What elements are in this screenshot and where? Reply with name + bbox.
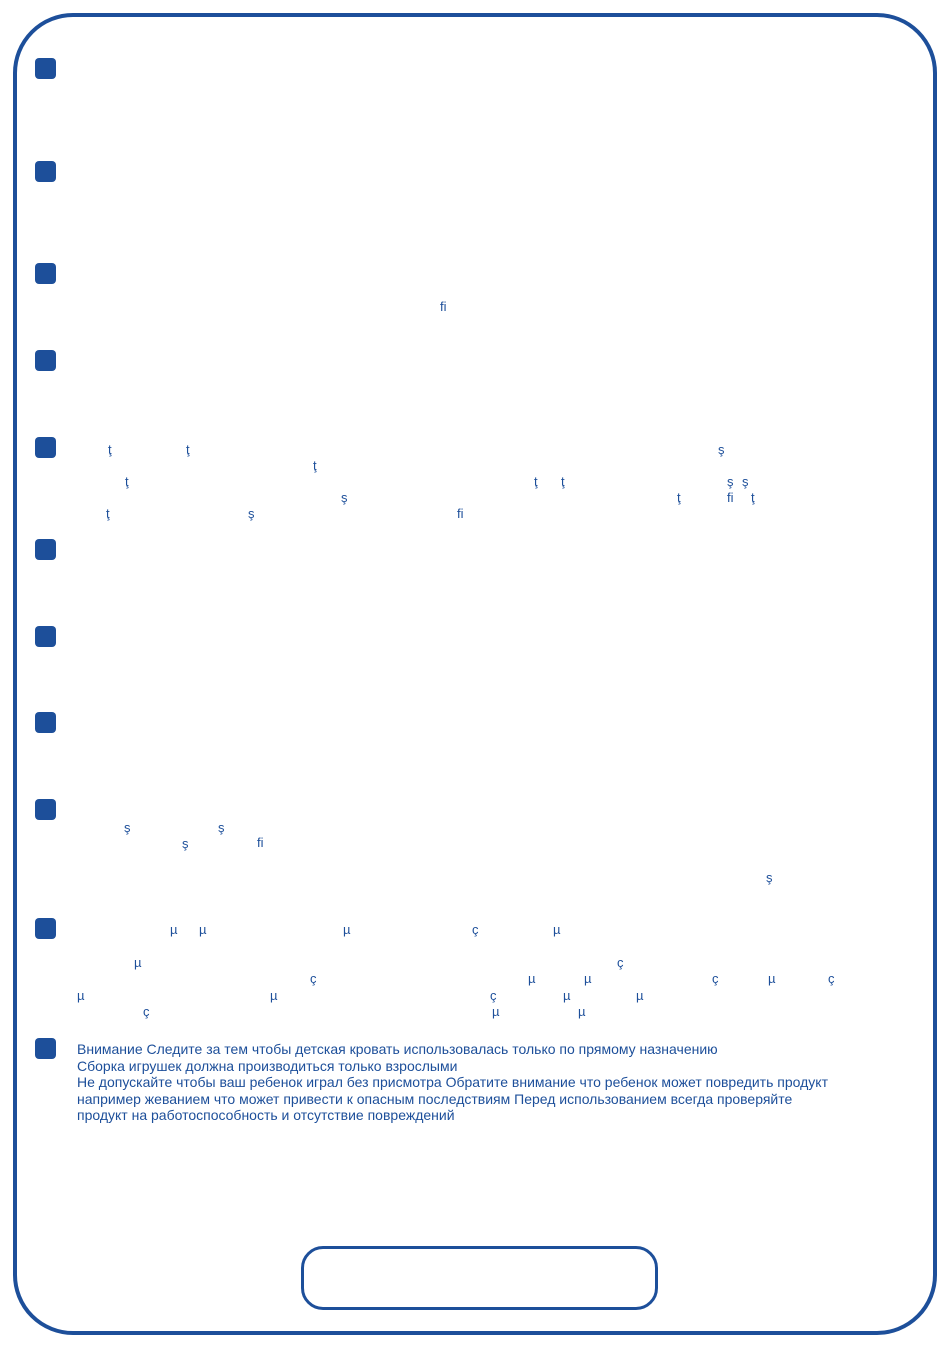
footer-label-box [301,1246,658,1310]
section-bullet-7 [35,626,56,647]
glyph-mu: µ [584,971,592,986]
glyph-c-cedilla: ç [712,971,719,986]
glyph-t-cedilla: ţ [108,442,112,457]
glyph-t-cedilla: ţ [186,442,190,457]
section-bullet-5 [35,437,56,458]
glyph-c-cedilla: ç [617,955,624,970]
glyph-c-cedilla: ç [490,988,497,1003]
section-bullet-6 [35,539,56,560]
glyph-s-cedilla: ş [124,820,131,835]
section-bullet-9 [35,799,56,820]
glyph-t-cedilla: ţ [677,490,681,505]
glyph-mu: µ [768,971,776,986]
section-bullet-3 [35,263,56,284]
glyph-s-cedilla: ş [727,474,734,489]
section-bullet-10 [35,918,56,939]
glyph-s-cedilla: ş [742,474,749,489]
glyph-mu: µ [77,988,85,1003]
section-bullet-8 [35,712,56,733]
glyph-mu: µ [199,922,207,937]
glyph-mu: µ [343,922,351,937]
glyph-fi: ﬁ [457,506,464,521]
glyph-fi: ﬁ [727,490,734,505]
warning-line-4: например жеванием что может привести к опасным последствиям Перед использованием всегда проверяйте [77,1090,793,1107]
glyph-c-cedilla: ç [143,1004,150,1019]
warning-line-5: продукт на работоспособность и отсутствие повреждений [77,1107,455,1123]
section-bullet-4 [35,350,56,371]
glyph-fi: ﬁ [257,835,264,850]
page-frame [13,13,937,1335]
warning-line-1: Внимание Следите за тем чтобы детская кровать использовалась только по прямому назначению [77,1041,718,1057]
glyph-mu: µ [170,922,178,937]
glyph-s-cedilla: ş [248,506,255,521]
warning-line-3: Не допускайте чтобы ваш ребенок играл без присмотра Обратите внимание что ребенок может повредить продукт [77,1074,828,1090]
glyph-c-cedilla: ç [472,922,479,937]
glyph-t-cedilla: ţ [125,474,129,489]
section-bullet-11 [35,1038,56,1059]
warning-line-2: Сборка игрушек должна производиться только взрослыми [77,1057,458,1074]
glyph-mu: µ [636,988,644,1003]
glyph-mu: µ [553,922,561,937]
glyph-mu: µ [528,971,536,986]
glyph-s-cedilla: ş [182,836,189,851]
glyph-t-cedilla: ţ [534,474,538,489]
glyph-c-cedilla: ç [828,971,835,986]
glyph-t-cedilla: ţ [106,506,110,521]
glyph-s-cedilla: ş [218,820,225,835]
glyph-t-cedilla: ţ [313,458,317,473]
glyph-mu: µ [563,988,571,1003]
glyph-mu: µ [270,988,278,1003]
glyph-t-cedilla: ţ [751,490,755,505]
glyph-mu: µ [578,1004,586,1019]
glyph-fi: ﬁ [440,299,447,314]
glyph-s-cedilla: ş [341,490,348,505]
glyph-mu: µ [134,955,142,970]
section-bullet-2 [35,161,56,182]
glyph-c-cedilla: ç [310,971,317,986]
glyph-s-cedilla: ş [718,442,725,457]
glyph-mu: µ [492,1004,500,1019]
section-bullet-1 [35,58,56,79]
glyph-t-cedilla: ţ [561,474,565,489]
glyph-s-cedilla: ş [766,870,773,885]
warning-text [77,1041,927,1124]
